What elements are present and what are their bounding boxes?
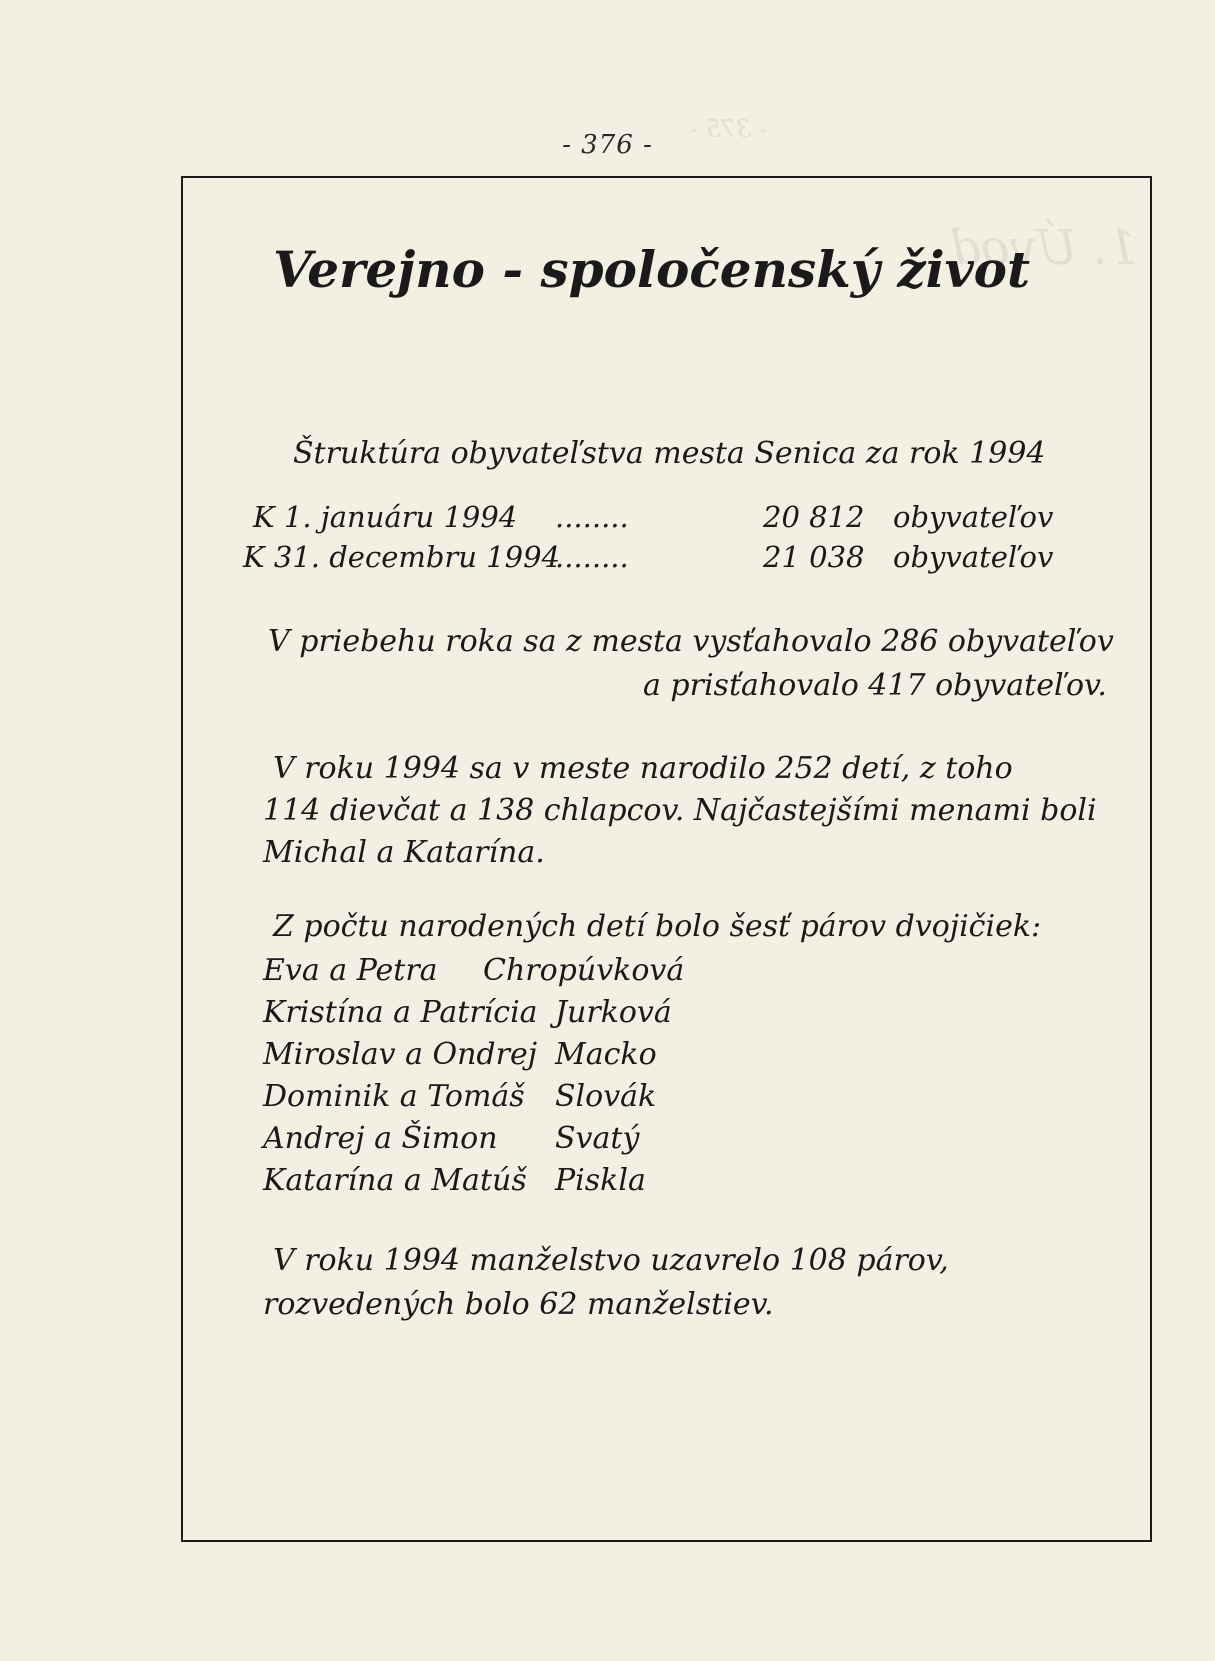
structure-heading: Štruktúra obyvateľstva mesta Senica za rok 1994 <box>293 436 1046 471</box>
twin-pair-5-surname: Svatý <box>555 1121 640 1156</box>
population-start-unit: obyvateľov <box>893 500 1054 534</box>
show-through-page-number: - 375 - <box>690 115 768 143</box>
marriages-line-1: V roku 1994 manželstvo uzavrelo 108 párov, <box>273 1243 949 1278</box>
twin-pair-2-surname: Jurková <box>555 995 672 1030</box>
twins-intro: Z počtu narodených detí bolo šesť párov dvojičiek: <box>273 909 1042 944</box>
show-through-heading: 1. Úvod <box>950 220 1139 276</box>
twin-pair-3-surname: Macko <box>555 1037 657 1072</box>
population-end-label: K 31. decembru 1994 <box>243 540 560 574</box>
population-start-dots: ........ <box>555 500 629 534</box>
twin-pair-1-names: Eva a Petra <box>263 953 438 988</box>
twin-pair-2-names: Kristína a Patrícia <box>263 995 538 1030</box>
migration-line-2: a prisťahovalo 417 obyvateľov. <box>643 668 1107 703</box>
births-line-2: 114 dievčat a 138 chlapcov. Najčastejšími menami boli <box>263 793 1097 828</box>
population-end-dots: ........ <box>555 540 629 574</box>
twin-pair-6-surname: Piskla <box>555 1163 646 1198</box>
twin-pair-3-names: Miroslav a Ondrej <box>263 1037 538 1072</box>
population-end-unit: obyvateľov <box>893 540 1054 574</box>
page-number: - 376 - <box>562 130 653 160</box>
population-start-value: 20 812 <box>763 500 865 534</box>
population-start-label: K 1. januáru 1994 <box>253 500 518 534</box>
migration-line-1: V priebehu roka sa z mesta vysťahovalo 286 obyvateľov <box>268 624 1114 659</box>
twin-pair-4-names: Dominik a Tomáš <box>263 1079 525 1114</box>
page-title: Verejno - spoločenský život <box>273 240 1031 299</box>
twin-pair-5-names: Andrej a Šimon <box>263 1121 498 1156</box>
marriages-line-2: rozvedených bolo 62 manželstiev. <box>263 1287 774 1322</box>
twin-pair-4-surname: Slovák <box>555 1079 657 1114</box>
births-line-1: V roku 1994 sa v meste narodilo 252 detí, z toho <box>273 751 1013 786</box>
twin-pair-6-names: Katarína a Matúš <box>263 1163 527 1198</box>
population-end-value: 21 038 <box>763 540 865 574</box>
births-line-3: Michal a Katarína. <box>263 835 545 870</box>
page-frame <box>181 176 1152 1542</box>
twin-pair-1-surname: Chropúvková <box>483 953 685 988</box>
